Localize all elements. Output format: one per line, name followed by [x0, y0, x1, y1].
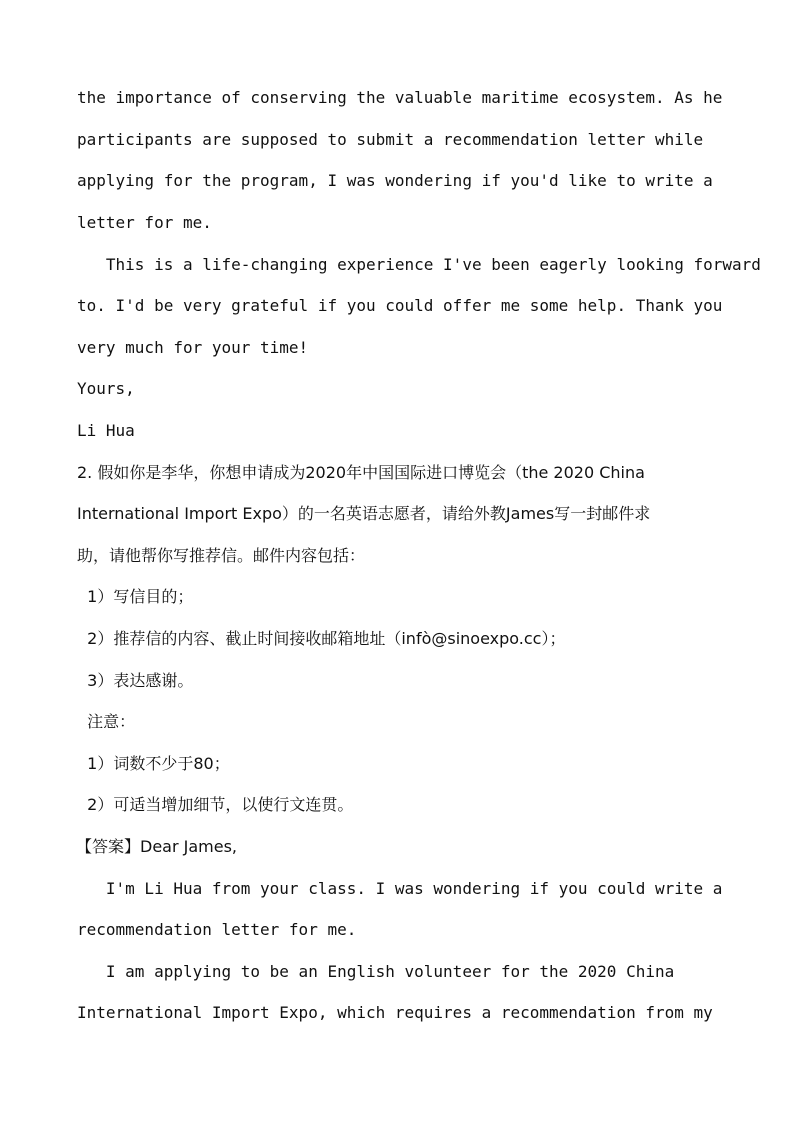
answer-line: recommendation letter for me.	[77, 920, 357, 939]
answer-line: I am applying to be an English volunteer for the 2020 China	[77, 962, 675, 981]
letter1-body-line: letter for me.	[77, 213, 212, 232]
task2-prompt-line: 助，请他帮你写推荐信。邮件内容包括：	[77, 546, 366, 565]
letter1-signature: Li Hua	[77, 421, 135, 440]
letter1-closing-line: very much for your time!	[77, 338, 309, 357]
answer-line: I'm Li Hua from your class. I was wondering if you could write a	[77, 879, 723, 898]
task2-note: 1）词数不少于80；	[77, 754, 230, 773]
task2-prompt-line: International Import Expo）的一名英语志愿者，请给外教James写一封邮件求	[77, 504, 651, 523]
letter1-body-line: applying for the program, I was wondering if you'd like to write a	[77, 171, 713, 190]
answer-line: International Import Expo, which requires a recommendation from my	[77, 1003, 713, 1022]
task2-requirement: 2）推荐信的内容、截止时间接收邮箱地址（infò@sinoexpo.cc）；	[77, 629, 566, 648]
letter1-body-line: participants are supposed to submit a recommendation letter while	[77, 130, 704, 149]
letter1-closing-line: This is a life-changing experience I've been eagerly looking forward	[77, 255, 761, 274]
task2-note-label: 注意：	[77, 712, 136, 731]
task2-prompt-line: 2. 假如你是李华，你想申请成为2020年中国国际进口博览会（the 2020 China	[77, 463, 645, 482]
letter1-closing-line: to. I'd be very grateful if you could offer me some help. Thank you	[77, 296, 723, 315]
letter1-body-line: the importance of conserving the valuable maritime ecosystem. As he	[77, 88, 723, 107]
answer-label-line: 【答案】Dear James,	[76, 837, 238, 856]
task2-note: 2）可适当增加细节，以使行文连贯。	[77, 795, 354, 814]
task2-requirement: 1）写信目的；	[77, 587, 194, 606]
task2-requirement: 3）表达感谢。	[77, 671, 194, 690]
letter1-signoff: Yours,	[77, 379, 135, 398]
